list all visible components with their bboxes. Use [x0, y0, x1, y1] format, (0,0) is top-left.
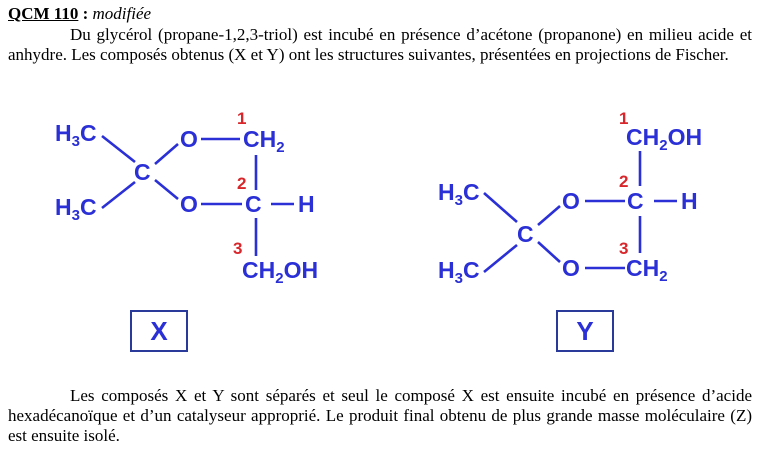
- heading-modifier: modifiée: [92, 4, 152, 23]
- bond-c-obottom: [155, 180, 178, 199]
- question-code: QCM 110: [8, 4, 79, 23]
- x-methyl-2: $H_3C$: [55, 194, 97, 224]
- intro-paragraph: Du glycérol (propane-1,2,3-triol) est incubé en présence d’acétone (propanone) en milieu acide et anhydre. Les composés obtenus (X et Y) ont les structures suivantes, présentées en projections de Fischer.: [8, 25, 752, 64]
- x-c2-hydrogen: H: [298, 191, 315, 217]
- x-methyl-1: $H_3C$: [55, 120, 97, 150]
- bond-c-otop: [538, 206, 560, 225]
- bond-methyl2-c: [484, 245, 517, 272]
- x-c1-number: 1: [237, 109, 247, 128]
- y-oxygen-top: O: [562, 188, 580, 214]
- label-box-x: [130, 310, 188, 352]
- y-c3-number: 3: [619, 239, 629, 258]
- bond-methyl1-c: [484, 193, 517, 222]
- y-oxygen-bottom: O: [562, 255, 580, 281]
- bond-methyl2-c: [102, 182, 135, 208]
- x-c3-number: 3: [233, 239, 243, 258]
- label-x: X: [150, 315, 168, 346]
- y-c3: $CH_2$: [626, 255, 668, 285]
- x-c3: $CH_2OH$: [242, 257, 319, 287]
- label-y: Y: [576, 315, 594, 346]
- outro-paragraph: Les composés X et Y sont séparés et seul le composé X est ensuite incubé en présence d’acide hexadécanoïque et d’un catalyseur approprié. Le produit final obtenu de plus grande masse moléculaire (Z) est ensuite isolé.: [8, 386, 752, 445]
- molecule-x: [55, 109, 318, 287]
- y-methyl-2: $H_3C$: [438, 257, 480, 287]
- molecule-y: [438, 109, 702, 287]
- heading-separator: :: [78, 4, 93, 23]
- bond-c-obottom: [538, 242, 560, 262]
- y-central-carbon: C: [517, 221, 534, 247]
- y-c1-number: 1: [619, 109, 629, 128]
- x-oxygen-top: O: [180, 126, 198, 152]
- x-oxygen-bottom: O: [180, 191, 198, 217]
- y-methyl-1: $H_3C$: [438, 179, 480, 209]
- y-c2: C: [627, 188, 644, 214]
- bond-c-otop: [155, 144, 178, 164]
- y-c1: $CH_2OH$: [626, 124, 703, 154]
- y-c2-hydrogen: H: [681, 188, 698, 214]
- bond-methyl1-c: [102, 136, 135, 162]
- label-box-y: [556, 310, 614, 352]
- x-c2: C: [245, 191, 262, 217]
- x-central-carbon: C: [134, 159, 151, 185]
- y-c2-number: 2: [619, 172, 629, 191]
- x-c2-number: 2: [237, 174, 247, 193]
- x-c1: $CH_2$: [243, 126, 285, 156]
